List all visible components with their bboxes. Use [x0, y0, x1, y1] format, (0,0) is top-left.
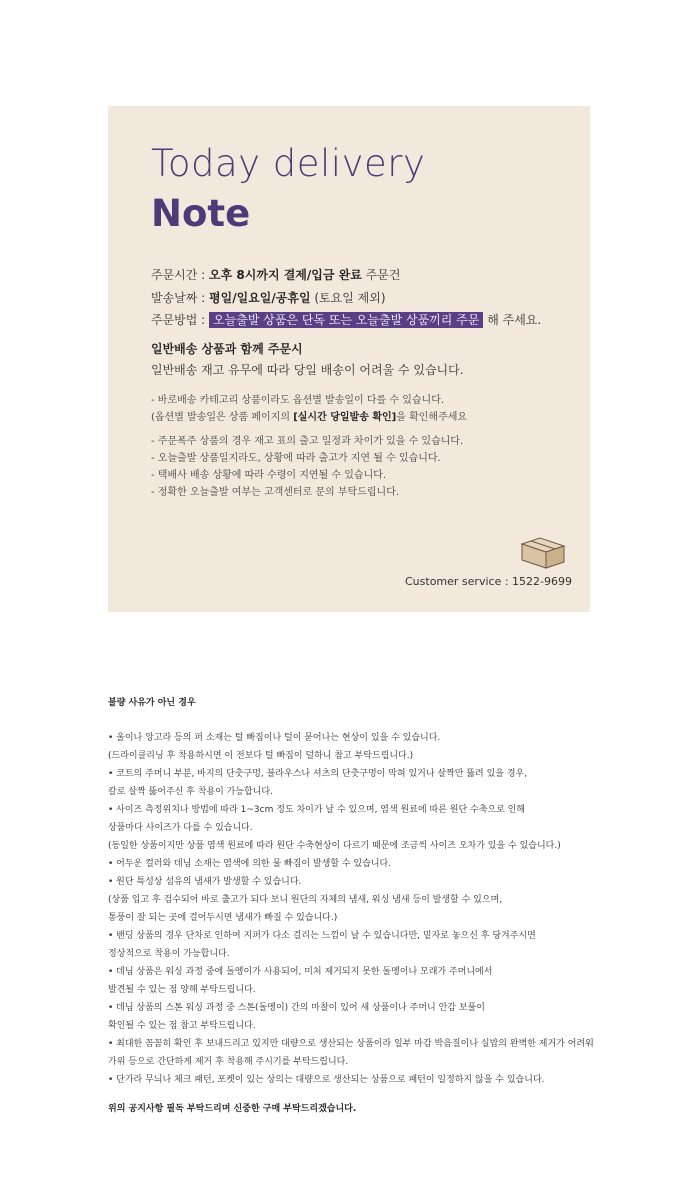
order-time-line [151, 266, 400, 283]
order-method-label: 주문방법 : [151, 313, 210, 327]
delivery-note: - 정확한 오늘출발 여부는 고객센터로 문의 부탁드립니다. [151, 487, 400, 498]
notice-line: 통풍이 잘 되는 곳에 걸어두시면 냄새가 빠질 수 있습니다.) [108, 913, 338, 923]
option-ship-detail-pre: (옵션별 발송일은 상품 페이지의 [151, 412, 294, 423]
notice-line: (동일한 상품이지만 상품 염색 원료에 따라 원단 수축현상이 다르기 때문에 조금씩 사이즈 오차가 있을 수 있습니다.) [108, 841, 561, 851]
mixed-order-text: 일반배송 재고 유무에 따라 당일 배송이 어려울 수 있습니다. [151, 363, 464, 377]
notice-line: 발견될 수 있는 점 양해 부탁드립니다. [108, 985, 256, 995]
order-method-highlight: 오늘출발 상품은 단독 또는 오늘출발 상품끼리 주문 [209, 312, 483, 328]
notice-line: (드라이클리닝 후 착용하시면 이 전보다 털 빠짐이 덜하니 참고 부탁드립니다.) [108, 751, 414, 761]
notice-line: 상품마다 사이즈가 다를 수 있습니다. [108, 823, 253, 833]
notice-line: • 밴딩 상품의 경우 단차로 인하여 지퍼가 다소 걸리는 느낌이 날 수 있습니다만, 밑자로 놓으신 후 당겨주시면 [108, 931, 536, 941]
notice-line: • 코트의 주머니 부분, 바지의 단춧구멍, 블라우스나 셔츠의 단춧구멍이 막혀 있거나 살짝만 뚫려 있을 경우, [108, 769, 528, 779]
notice-line: • 데님 상품의 스톤 워싱 과정 중 스톤(돌멩이) 간의 마찰이 있어 새 상품이나 주머니 안감 보풀이 [108, 1003, 485, 1013]
ship-date-label: 발송날짜 : [151, 291, 210, 305]
realtime-ship-check: [실시간 당일발송 확인] [293, 412, 397, 423]
card-subtitle: Note [151, 192, 251, 235]
notice-line: 가위 등으로 간단하게 제거 후 착용해 주시기를 부탁드립니다. [108, 1057, 349, 1067]
notice-line: 확인될 수 있는 점 참고 부탁드립니다. [108, 1021, 256, 1031]
order-method-suffix: 해 주세요. [483, 313, 542, 327]
ship-date-value: 평일/일요일/공휴일 [209, 291, 311, 305]
notice-line: • 어두운 컬러와 데님 소재는 염색에 의한 물 빠짐이 발생할 수 있습니다. [108, 859, 392, 869]
customer-service-contact: Customer service : 1522-9699 [405, 575, 572, 588]
today-delivery-card [108, 106, 590, 612]
notice-line: 칼로 살짝 뚫어주신 후 착용이 가능합니다. [108, 787, 273, 797]
notice-line: • 울이나 앙고라 등의 퍼 소재는 털 빠짐이나 털이 묻어나는 현상이 있을 수 있습니다. [108, 733, 441, 743]
delivery-note: - 주문폭주 상품의 경우 재고 표의 출고 일정과 차이가 있을 수 있습니다. [151, 436, 464, 447]
notice-line: • 사이즈 측정위치나 방법에 따라 1~3cm 정도 차이가 날 수 있으며, 염색 원료에 따른 원단 수축으로 인해 [108, 805, 526, 815]
ship-date-suffix: (토요일 제외) [310, 291, 386, 305]
order-method-line [151, 311, 541, 328]
notice-line: • 단가라 무늬나 체크 패턴, 포켓이 있는 상의는 대량으로 생산되는 상품으로 패턴이 일정하지 않을 수 있습니다. [108, 1075, 545, 1085]
box-icon [520, 536, 566, 570]
notice-line: 정상적으로 착용이 가능합니다. [108, 949, 230, 959]
notice-line: • 원단 특성상 섬유의 냄새가 발생할 수 있습니다. [108, 877, 302, 887]
option-ship-note: - 바로배송 카테고리 상품이라도 옵션별 발송일이 다를 수 있습니다. [151, 395, 445, 406]
mixed-order-heading: 일반배송 상품과 함께 주문시 [151, 342, 303, 356]
order-time-label: 주문시간 : [151, 268, 210, 282]
notice-line: • 최대한 꼼꼼히 확인 후 보내드리고 있지만 대량으로 생산되는 상품이라 일부 마감 박음질이나 실밥의 완벽한 제거가 어려워 [108, 1039, 594, 1049]
option-ship-detail [151, 408, 467, 423]
notice-closing: 위의 공지사항 필독 부탁드리며 신중한 구매 부탁드리겠습니다. [108, 1104, 357, 1114]
ship-date-line [151, 289, 386, 306]
notice-line: (상품 입고 후 검수되어 바로 출고가 되다 보니 원단의 자체의 냄새, 워싱 냄새 등이 발생할 수 있으며, [108, 895, 503, 905]
order-time-value: 오후 8시까지 결제/입금 완료 [209, 268, 362, 282]
card-title: Today delivery [151, 142, 426, 185]
option-ship-detail-post: 을 확인해주세요 [396, 412, 468, 423]
order-time-suffix: 주문건 [361, 268, 401, 282]
notice-title: 불량 사유가 아닌 경우 [108, 698, 196, 708]
delivery-note: - 오늘출발 상품일지라도, 상황에 따라 출고가 지연 될 수 있습니다. [151, 453, 441, 464]
delivery-note: - 택배사 배송 상황에 따라 수령이 지연될 수 있습니다. [151, 470, 387, 481]
notice-line: • 데님 상품은 워싱 과정 중에 돌멩이가 사용되어, 미처 제거되지 못한 돌멩이나 모래가 주머니에서 [108, 967, 493, 977]
